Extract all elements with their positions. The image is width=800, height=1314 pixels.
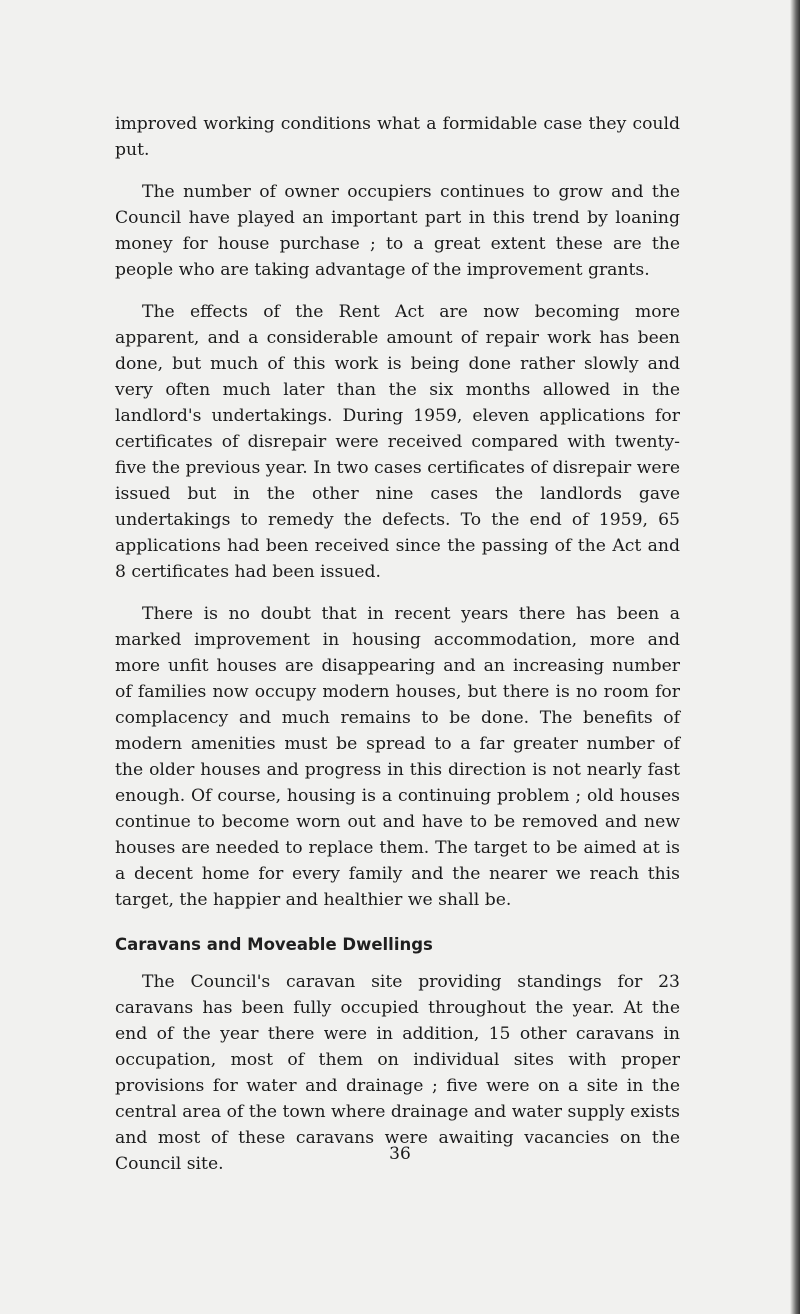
body-text bbox=[115, 111, 680, 1177]
section-heading: Caravans and Moveable Dwellings bbox=[115, 935, 433, 954]
page-number: 36 bbox=[389, 1144, 411, 1164]
paragraph-housing-improvement: There is no doubt that in recent years there has been a marked improvement in housing accommodation, more and more unfit houses are disappearing and an increasing number of families now occupy modern houses, but there is no room for complacency and much remains to be done. The benefits of modern amenities must be spread to a far greater number of the older houses and progress in this direction is not nearly fast enough. Of course, housing is a continuing problem ; old houses continue to become worn out and have to be removed and new houses are needed to replace them. The target to be aimed at is a decent home for every family and the nearer we reach this target, the happier and healthier we shall be. bbox=[115, 604, 680, 910]
paragraph-owner-occupiers: The number of owner occupiers continues to grow and the Council have played an important part in this trend by loaning money for house purchase ; to a great extent these are the people who are taking advantage of the improvement grants. bbox=[115, 182, 680, 280]
paragraph-continued: improved working conditions what a formidable case they could put. bbox=[115, 114, 680, 160]
paragraph-rent-act: The effects of the Rent Act are now becoming more apparent, and a considerable amount of repair work has been done, but much of this work is being done rather slowly and very often much later than the six months allowed in the landlord's undertakings. During 1959, eleven applications for certificates of disrepair were received compared with twenty-five the previous year. In two cases certificates of disrepair were issued but in the other nine cases the landlords gave undertakings to remedy the defects. To the end of 1959, 65 applications had been received since the passing of the Act and 8 certificates had been issued. bbox=[115, 302, 680, 582]
page-edge-shadow bbox=[790, 0, 800, 1314]
paragraph-caravans: The Council's caravan site providing standings for 23 caravans has been fully occupied throughout the year. At the end of the year there were in addition, 15 other caravans in occupation, most of them on individual sites with proper provisions for water and drainage ; five were on a site in the central area of the town where drainage and water supply exists and most of these caravans were awaiting vacancies on the Council site. bbox=[115, 972, 680, 1174]
